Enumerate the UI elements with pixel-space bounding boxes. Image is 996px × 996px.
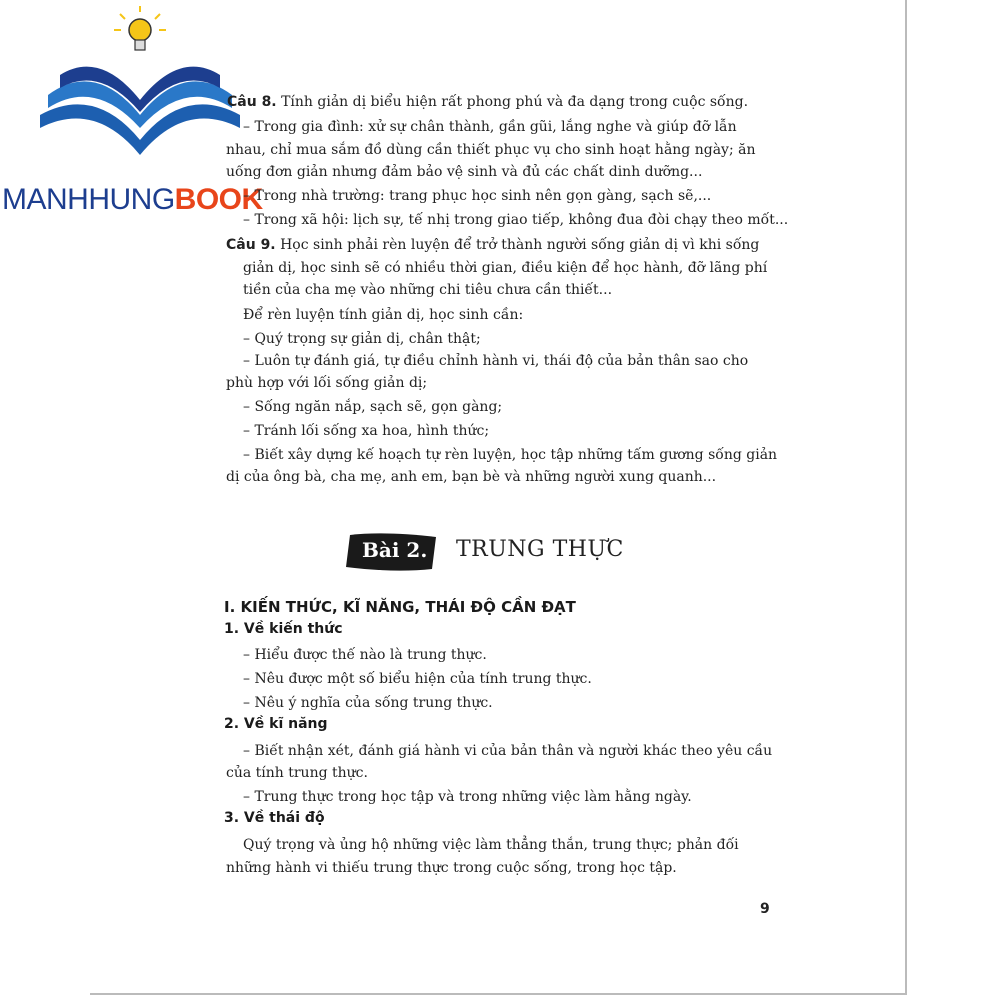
paragraph-line: giản dị, học sinh sẽ có nhiều thời gian, điều kiện để học hành, đỡ lãng phí (243, 260, 768, 276)
lesson-label: Bài 2. (362, 538, 428, 562)
paragraph-line: – Luôn tự đánh giá, tự điều chỉnh hành vi, thái độ của bản thân sao cho (243, 353, 749, 369)
list-item: – Biết nhận xét, đánh giá hành vi của bản thân và người khác theo yêu cầu (243, 743, 773, 759)
subsection-heading-knowledge: 1. Về kiến thức (224, 621, 343, 637)
paragraph-line: – Sống ngăn nắp, sạch sẽ, gọn gàng; (243, 399, 503, 415)
paragraph-line: phù hợp với lối sống giản dị; (226, 375, 428, 391)
paragraph-line: nhau, chỉ mua sắm đồ dùng cần thiết phục vụ cho sinh hoạt hằng ngày; ăn (226, 142, 756, 158)
brand-name-part-2: BOOK (174, 183, 263, 216)
subsection-heading-skills: 2. Về kĩ năng (224, 716, 328, 732)
paragraph-line: – Trong gia đình: xử sự chân thành, gần gũi, lắng nghe và giúp đỡ lẫn (243, 119, 737, 135)
paragraph-line: – Trong xã hội: lịch sự, tế nhị trong giao tiếp, không đua đòi chạy theo mốt... (243, 212, 789, 228)
paragraph-line: – Trong nhà trường: trang phục học sinh nên gọn gàng, sạch sẽ,... (243, 188, 712, 204)
question-8-line-1 (227, 92, 748, 112)
question-8-text: Tính giản dị biểu hiện rất phong phú và đa dạng trong cuộc sống. (276, 94, 749, 110)
paragraph-line: Quý trọng và ủng hộ những việc làm thẳng thắn, trung thực; phản đối (243, 837, 739, 853)
lightbulb-icon (114, 6, 166, 50)
section-heading: I. KIẾN THỨC, KĨ NĂNG, THÁI ĐỘ CẦN ĐẠT (224, 598, 576, 616)
paragraph-line: uống đơn giản nhưng đảm bảo vệ sinh và đủ các chất dinh dưỡng... (226, 164, 703, 180)
question-9-text: Học sinh phải rèn luyện để trở thành người sống giản dị vì khi sống (275, 237, 760, 253)
paragraph-line: – Tránh lối sống xa hoa, hình thức; (243, 423, 490, 439)
page-number: 9 (760, 901, 770, 917)
brand-name (2, 180, 263, 220)
list-item: – Nêu được một số biểu hiện của tính trung thực. (243, 671, 592, 687)
paragraph-line: của tính trung thực. (226, 765, 368, 781)
paragraph-line: dị của ông bà, cha mẹ, anh em, bạn bè và những người xung quanh... (226, 469, 717, 485)
question-9-label: Câu 9. (226, 237, 276, 253)
list-item: – Nêu ý nghĩa của sống trung thực. (243, 695, 493, 711)
question-8-label: Câu 8. (227, 94, 277, 110)
list-item: – Hiểu được thế nào là trung thực. (243, 647, 487, 663)
brand-name-part-1: MANHHUNG (2, 183, 175, 216)
paragraph-line: – Biết xây dựng kế hoạch tự rèn luyện, học tập những tấm gương sống giản (243, 447, 778, 463)
paragraph-line: những hành vi thiếu trung thực trong cuộc sống, trong học tập. (226, 860, 677, 876)
list-item: – Trung thực trong học tập và trong những việc làm hằng ngày. (243, 789, 692, 805)
subsection-heading-attitude: 3. Về thái độ (224, 810, 325, 826)
paragraph-line: – Quý trọng sự giản dị, chân thật; (243, 331, 481, 347)
question-9-line-1 (226, 235, 759, 255)
paragraph-line: tiền của cha mẹ vào những chi tiêu chưa cần thiết... (243, 282, 613, 298)
lesson-title: TRUNG THỰC (456, 537, 624, 562)
paragraph-line: Để rèn luyện tính giản dị, học sinh cần: (243, 307, 524, 323)
